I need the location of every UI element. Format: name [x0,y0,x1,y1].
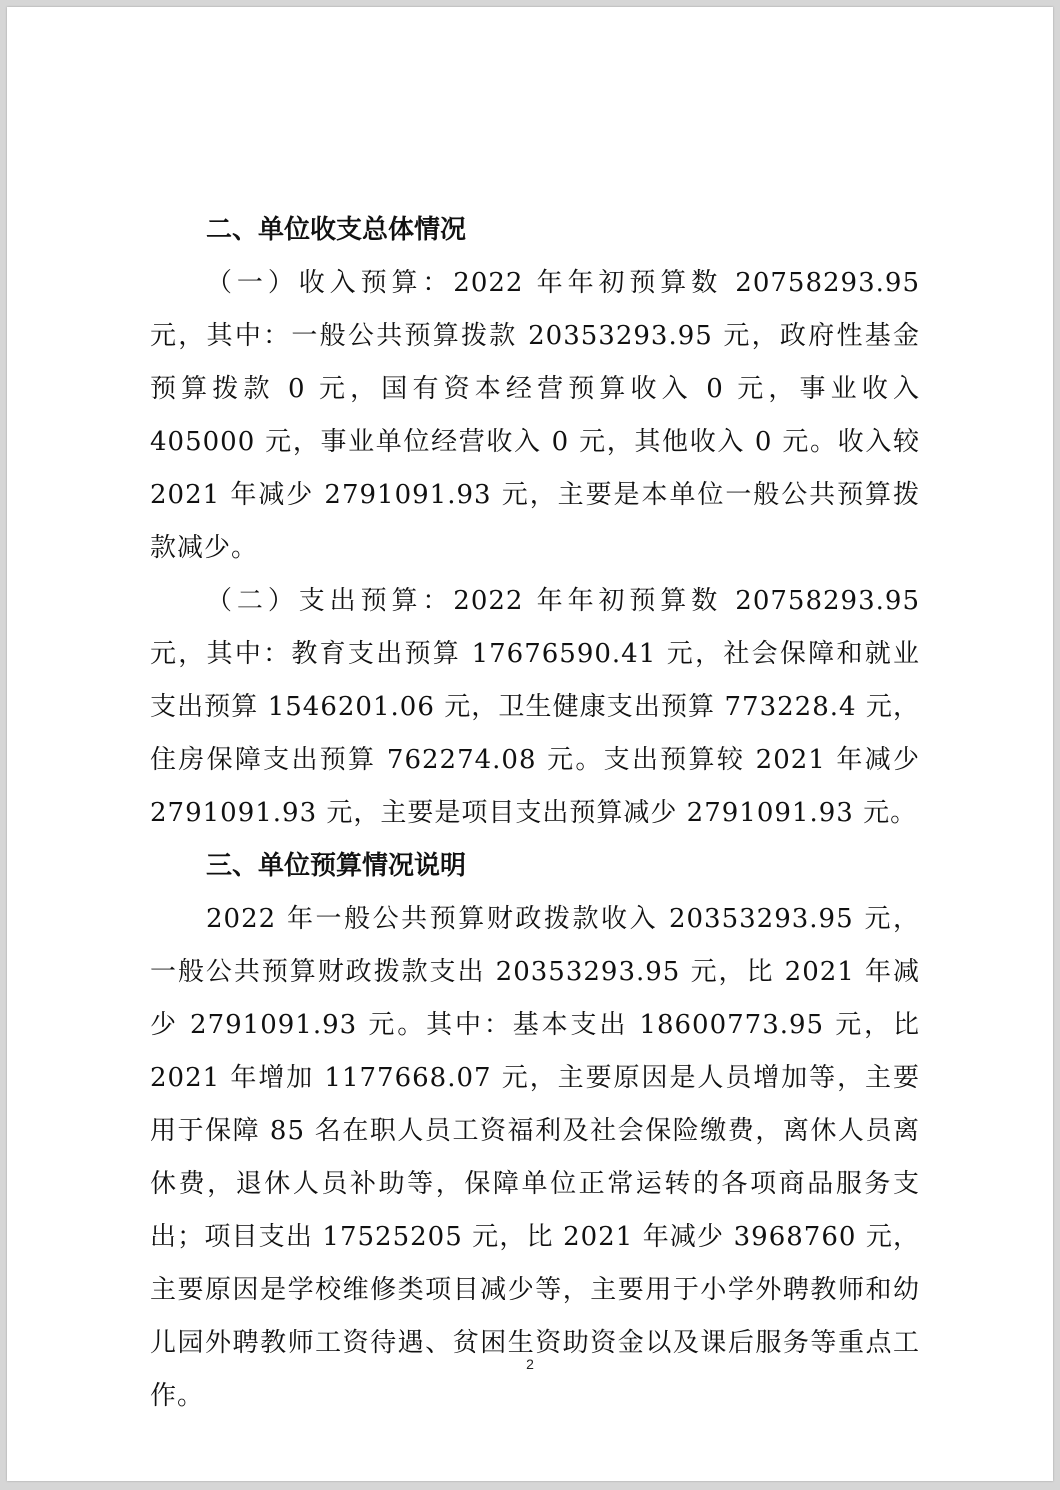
document-page [7,7,1053,1481]
page-number: 2 [526,1356,534,1372]
document-body [150,204,920,1423]
section-heading-overall-budget: 二、单位收支总体情况 [206,215,467,245]
expenditure-budget-paragraph: （二）支出预算：2022 年年初预算数 20758293.95 元，其中：教育支出预算 17676590.41 元，社会保障和就业支出预算 1546201.06 元，卫生健康支出预算 773228.4 元，住房保障支出预算 762274.08 元。支出预算较 2021 年减少 2791091.93 元，主要是项目支出预算减少 2791091.93 元。 [150,586,920,828]
section-heading-budget-explanation: 三、单位预算情况说明 [206,851,467,881]
fiscal-appropriation-paragraph: 2022 年一般公共预算财政拨款收入 20353293.95 元，一般公共预算财政拨款支出 20353293.95 元，比 2021 年减少 2791091.93 元。其中：基本支出 18600773.95 元，比 2021 年增加 1177668.07 元，主要原因是人员增加等，主要用于保障 85 名在职人员工资福利及社会保险缴费，离休人员离休费，退休人员补助等，保障单位正常运转的各项商品服务支出；项目支出 17525205 元，比 2021 年减少 3968760 元，主要原因是学校维修类项目减少等，主要用于小学外聘教师和幼儿园外聘教师工资待遇、贫困生资助资金以及课后服务等重点工作。 [150,904,920,1411]
income-budget-paragraph: （一）收入预算：2022 年年初预算数 20758293.95 元，其中：一般公共预算拨款 20353293.95 元，政府性基金预算拨款 0 元，国有资本经营预算收入 0 元，事业收入 405000 元，事业单位经营收入 0 元，其他收入 0 元。收入较 2021 年减少 2791091.93 元，主要是本单位一般公共预算拨款减少。 [150,268,920,563]
